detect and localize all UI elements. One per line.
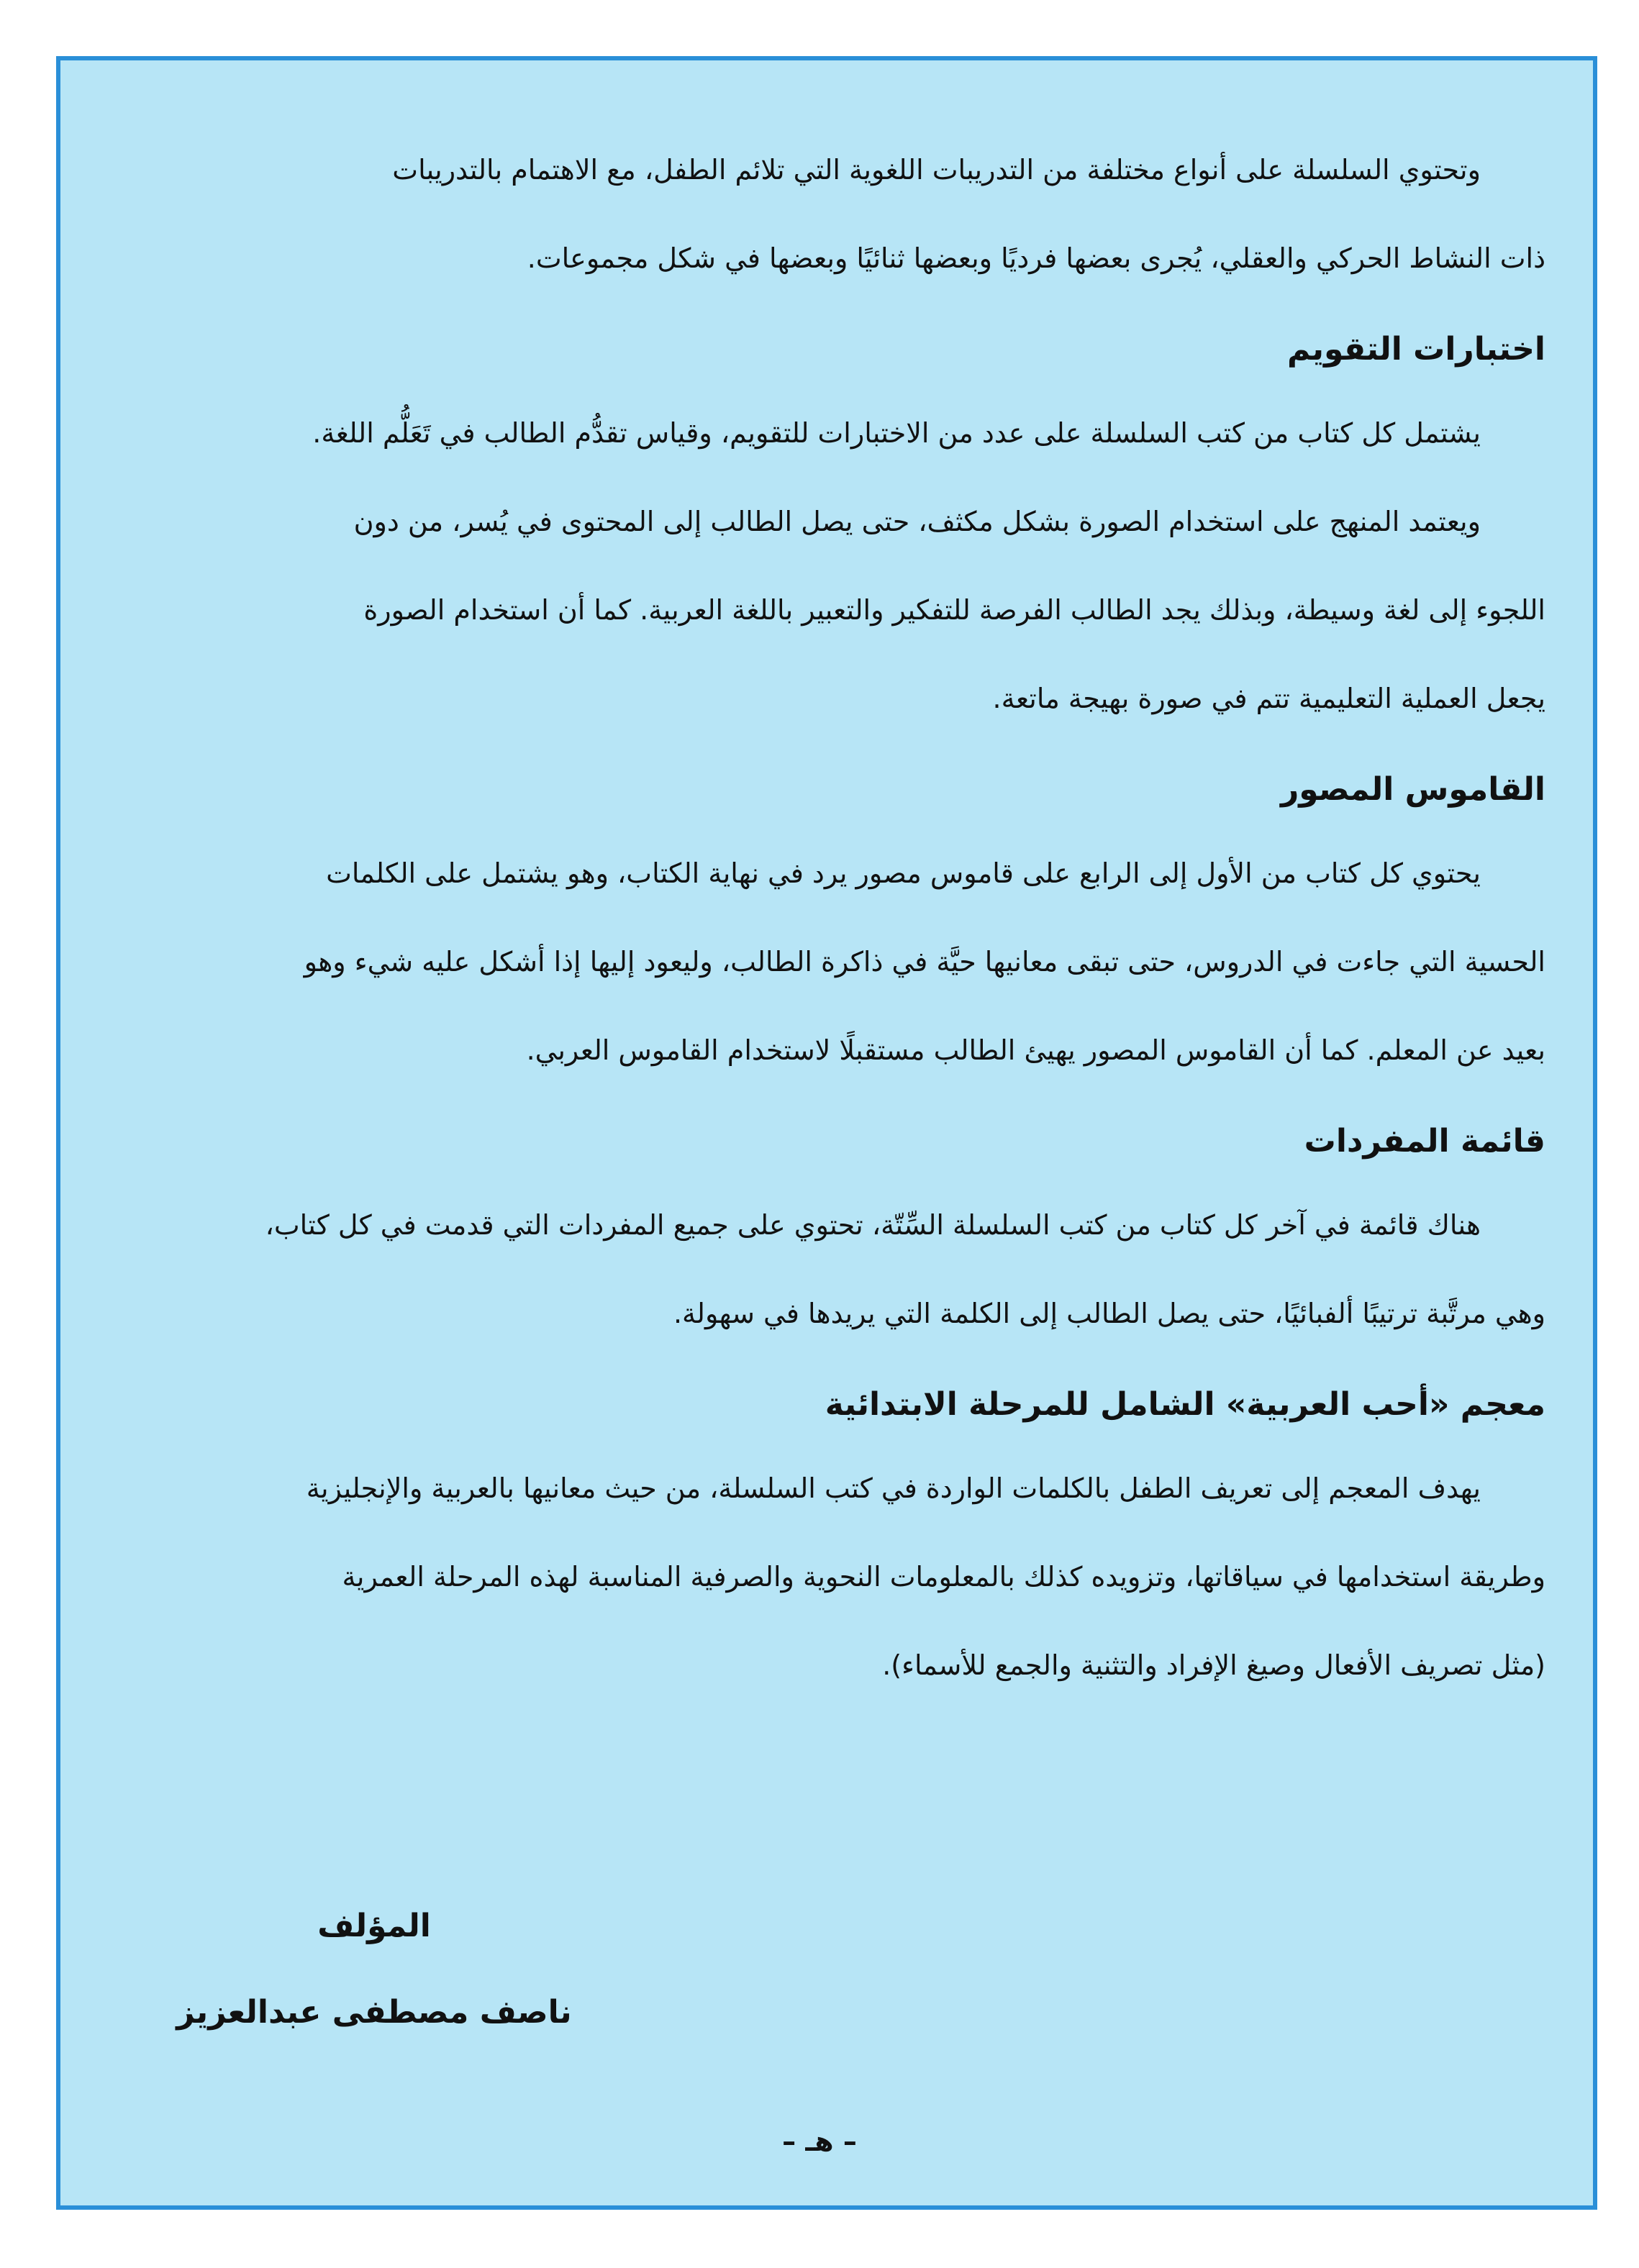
vocabulary-line-1: هناك قائمة في آخر كل كتاب من كتب السلسلة السِّتّة، تحتوي على جميع المفردات التي قدمت في كل كتاب، — [265, 1209, 1481, 1241]
author-signature — [173, 1883, 576, 2056]
lexicon-line-1: يهدف المعجم إلى تعريف الطفل بالكلمات الواردة في كتب السلسلة، من حيث معانيها بالعربية والإنجليزية — [306, 1472, 1481, 1504]
evaluation-p2-line-1: ويعتمد المنهج على استخدام الصورة بشكل مكثف، حتى يصل الطالب إلى المحتوى في يُسر، من دون — [353, 506, 1481, 537]
evaluation-p2-line-2: اللجوء إلى لغة وسيطة، وبذلك يجد الطالب الفرصة للتفكير والتعبير باللغة العربية. كما أن استخدام الصورة — [363, 594, 1545, 626]
evaluation-p1-line-1: يشتمل كل كتاب من كتب السلسلة على عدد من الاختبارات للتقويم، وقياس تقدُّم الطالب في تَعَلُّم اللغة. — [312, 417, 1481, 449]
heading-lexicon: معجم «أحب العربية» الشامل للمرحلة الابتدائية — [825, 1386, 1545, 1423]
lexicon-line-3: (مثل تصريف الأفعال وصيغ الإفراد والتثنية والجمع للأسماء). — [882, 1649, 1545, 1681]
document-body — [115, 126, 1545, 1710]
heading-dictionary: القاموس المصور — [1280, 771, 1545, 808]
page-number: – هـ – — [782, 2126, 857, 2157]
dictionary-line-3: بعيد عن المعلم. كما أن القاموس المصور يهيئ الطالب مستقبلًا لاستخدام القاموس العربي. — [526, 1034, 1545, 1066]
intro-paragraph — [115, 126, 1545, 303]
evaluation-p2-line-3: يجعل العملية التعليمية تتم في صورة بهيجة ماتعة. — [992, 683, 1545, 714]
dictionary-line-1: يحتوي كل كتاب من الأول إلى الرابع على قاموس مصور يرد في نهاية الكتاب، وهو يشتمل على الكلمات — [326, 857, 1481, 889]
author-name: ناصف مصطفى عبدالعزيز — [176, 1994, 572, 2031]
intro-line-1: وتحتوي السلسلة على أنواع مختلفة من التدريبات اللغوية التي تلائم الطفل، مع الاهتمام بالتدريبات — [392, 154, 1481, 186]
author-label: المؤلف — [317, 1908, 431, 1944]
intro-line-2: ذات النشاط الحركي والعقلي، يُجرى بعضها فرديًا وبعضها ثنائيًا وبعضها في شكل مجموعات. — [527, 242, 1545, 274]
heading-vocabulary: قائمة المفردات — [1304, 1123, 1545, 1160]
dictionary-line-2: الحسية التي جاءت في الدروس، حتى تبقى معانيها حيَّة في ذاكرة الطالب، وليعود إليها إذا أشكل عليه شيء وهو — [304, 946, 1545, 978]
lexicon-line-2: وطريقة استخدامها في سياقاتها، وتزويده كذلك بالمعلومات النحوية والصرفية المناسبة لهذه المرحلة العمرية — [342, 1561, 1545, 1593]
heading-evaluation: اختبارات التقويم — [1286, 331, 1545, 368]
vocabulary-line-2: وهي مرتَّبة ترتيبًا ألفبائيًا، حتى يصل الطالب إلى الكلمة التي يريدها في سهولة. — [673, 1298, 1545, 1329]
vocabulary-paragraph — [115, 1181, 1545, 1358]
evaluation-paragraph-1 — [115, 389, 1545, 478]
lexicon-paragraph — [115, 1444, 1545, 1710]
evaluation-paragraph-2 — [115, 478, 1545, 743]
dictionary-paragraph — [115, 829, 1545, 1095]
